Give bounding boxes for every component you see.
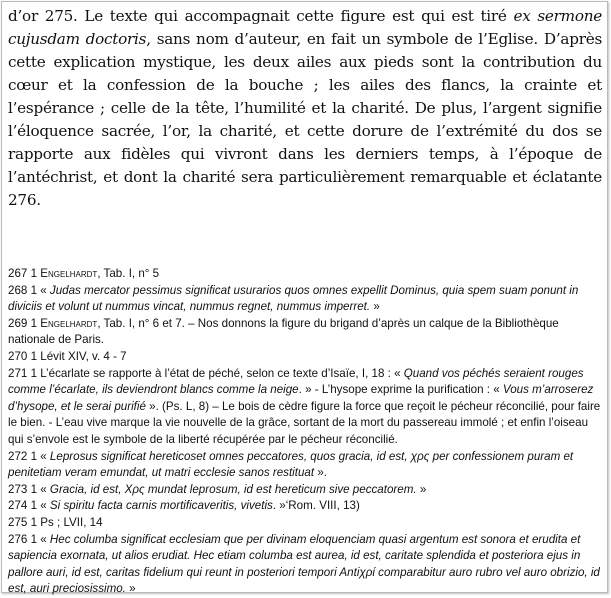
footnote-text: , Tab. I, n° 5 bbox=[97, 267, 160, 280]
footnote-text: L’écarlate se rapporte à l’état de péché, selon ce texte d’Isaïe, I, 18 : « bbox=[40, 366, 404, 380]
footnote-text: . »‘Rom. VIII, 13) bbox=[272, 499, 360, 513]
footnote-text: « bbox=[40, 482, 50, 496]
main-paragraph bbox=[8, 5, 602, 212]
footnote-text: « bbox=[40, 532, 50, 546]
footnote-text: Lévit XIV, v. 4 - 7 bbox=[40, 349, 127, 363]
footnote-text: » bbox=[416, 482, 427, 496]
main-segment: d’or 275. Le texte qui accompagnait cette figure est qui est tiré bbox=[8, 7, 514, 25]
footnote-text: Ps ; LVII, 14 bbox=[40, 515, 103, 529]
footnote-number: 269 1 bbox=[8, 316, 38, 330]
footnote-275 bbox=[8, 515, 602, 532]
footnote-text: » bbox=[370, 300, 380, 314]
footnote-text: « bbox=[40, 499, 50, 513]
footnote-author: Engelhardt bbox=[40, 267, 98, 280]
footnote-270 bbox=[8, 349, 602, 366]
main-segment-italic: ex sermone cujusdam doctoris bbox=[8, 7, 602, 48]
footnote-text: « bbox=[40, 449, 50, 463]
footnote-quote: Hec columba significat ecclesiam que per divinam eloquenciam quasi argentum est sonora et erudita et sapiencia exornata, ut alios erudiat. Hec etiam columba est aurea, id est, caritate splendida et posteriora ejus in pallore auri, id est, caritas fidelium qui reunt in posteriori tempori Antiχρί comparabitur auro rubro vel auro obrizio, id est, auri preciosissimo. bbox=[8, 532, 600, 596]
footnote-text: , Tab. I, n° 6 et 7. – Nos donnons la figure du brigand d’après un calque de la Bibliothèque nationale de Paris. bbox=[8, 316, 559, 347]
footnote-text: » bbox=[125, 582, 136, 596]
footnote-273 bbox=[8, 482, 602, 499]
footnote-quote: Quand vos péchés seraient rouges comme l’écarlate, ils deviendront blancs comme la neige bbox=[8, 366, 584, 397]
footnote-267 bbox=[8, 266, 602, 283]
main-text bbox=[8, 5, 602, 212]
footnote-number: 276 1 bbox=[8, 532, 38, 546]
footnote-quote: Si spiritu facta carnis mortificaveritis, vivetis bbox=[49, 499, 273, 513]
footnote-number: 267 1 bbox=[8, 267, 38, 280]
footnote-number: 275 1 bbox=[8, 515, 38, 529]
footnote-274 bbox=[8, 498, 602, 515]
footnote-271 bbox=[8, 366, 602, 449]
footnote-272 bbox=[8, 449, 602, 482]
footnote-quote: Vous m’arroserez d’hysope, et le serai purifié bbox=[8, 383, 594, 413]
footnote-number: 271 1 bbox=[8, 366, 38, 380]
footnote-number: 272 1 bbox=[8, 449, 38, 463]
footnote-quote: Gracia, id est, Χρς mundat leprosum, id est hereticum sive peccatorem. bbox=[49, 482, 417, 496]
main-segment: , sans nom d’auteur, en fait un symbole de l’Eglise. D’après cette explication mystique, les deux ailes aux pieds sont la contribution du cœur et la confession de la bouche ; les ailes des flancs, la crainte et l’espérance ; celle de la tête, l’humilité et la charité. De plus, l’argent signifie l’éloquence sacrée, l’or, la charité, et cette dorure de l’extrémité du dos se rapporte aux fidèles qui vivront dans les derniers temps, à l’époque de l’antéchrist, et dont la charité sera particulièrement remarquable et éclatante 276. bbox=[8, 30, 602, 209]
footnote-number: 270 1 bbox=[8, 349, 38, 363]
footnote-text: ». (Ps. L, 8) – Le bois de cèdre figure la force que reçoit le pécheur réconcilié, pour faire le bien. - L’eau vive marque la vie nouvelle de la grâce, sortant de la mort du passereau immolé ; et enfin l’oiseau qui s’envole est le symbole de la liberté récupérée par le pécheur réconcilié. bbox=[8, 399, 601, 446]
footnote-number: 274 1 bbox=[8, 499, 38, 513]
footnote-quote: Leprosus significat hereticoset omnes peccatores, quos gracia, id est, χρς per confessionem puram et penitetiam veram emundat, ut matri ecclesie sanos restituat bbox=[8, 449, 574, 480]
footnote-text: ». bbox=[314, 466, 327, 480]
footnote-268 bbox=[8, 283, 602, 316]
footnote-276 bbox=[8, 532, 602, 598]
footnote-text: « bbox=[40, 283, 50, 297]
footnote-text: . » - L’hysope exprime la purification : « bbox=[298, 383, 503, 397]
footnote-quote: Judas mercator pessimus significat usurarios quos omnes expellit Dominus, quia spem suam ponunt in diviciis et volunt ut nummus vincat, nummus regnet, nummus imperret. bbox=[8, 283, 579, 314]
footnote-number: 268 1 bbox=[8, 283, 38, 297]
footnotes bbox=[8, 266, 602, 598]
footnote-269 bbox=[8, 316, 602, 349]
footnote-number: 273 1 bbox=[8, 482, 38, 496]
footnote-author: Engelhardt bbox=[40, 316, 98, 330]
